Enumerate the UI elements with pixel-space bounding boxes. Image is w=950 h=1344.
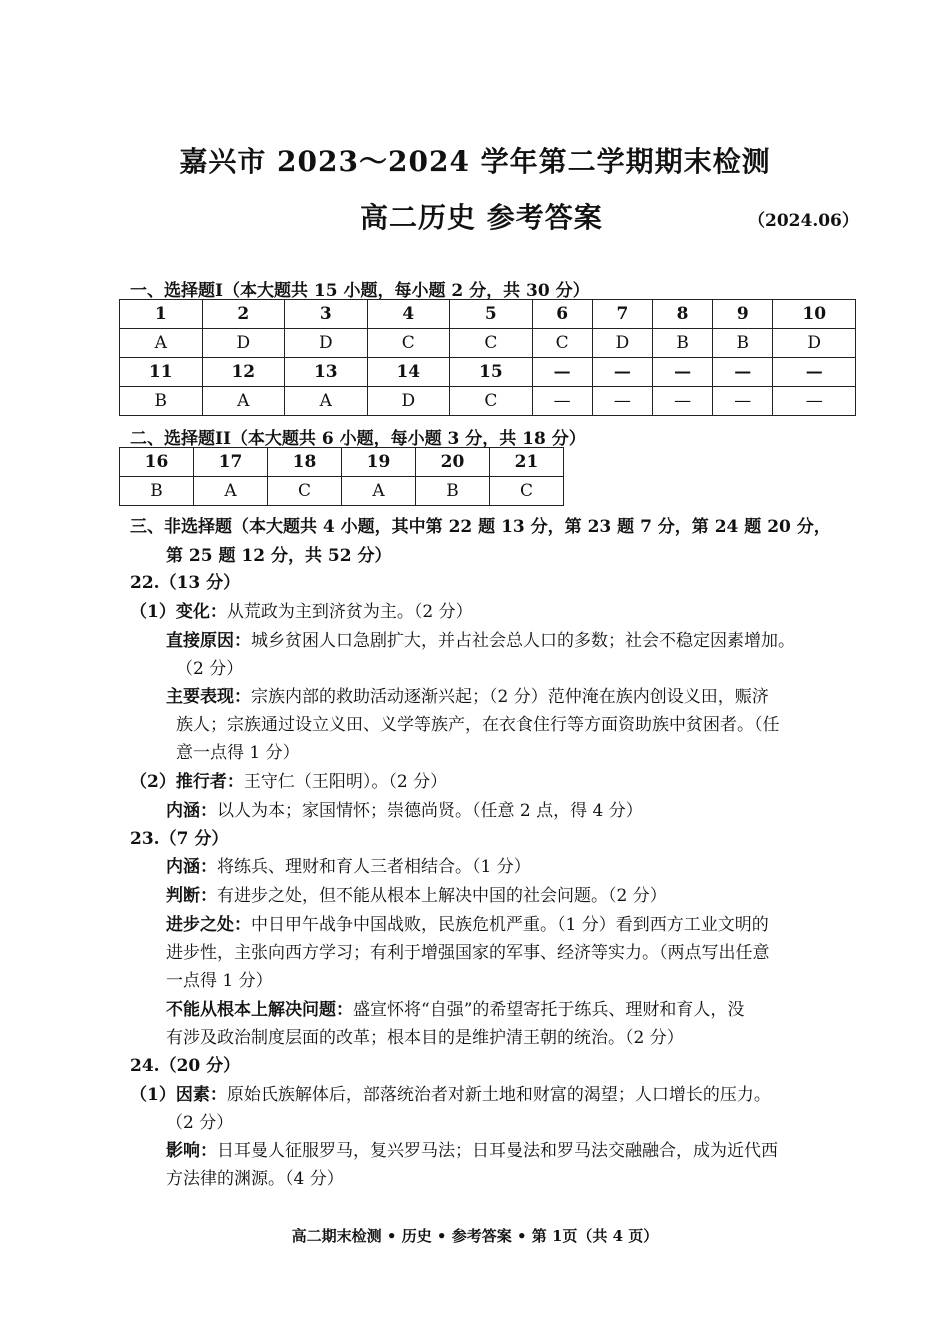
table1-answer-cell: — [652, 387, 712, 416]
q23-connotation [166, 852, 531, 877]
table1-question-number: — [713, 358, 773, 387]
section1-heading: 一、选择题I（本大题共 15 小题，每小题 2 分，共 30 分） [130, 281, 590, 301]
q24-title: 24.（20 分） [130, 1056, 241, 1076]
q22-cause-text: 城乡贫困人口急剧扩大，并占社会总人口的多数；社会不稳定因素增加。 [251, 631, 795, 651]
q22-conn-label: 内涵： [166, 801, 217, 821]
q22-main-line1 [166, 682, 769, 707]
q24-impact-label: 影响： [166, 1141, 217, 1161]
q22-main-label: 主要表现： [166, 687, 251, 707]
table1-row [120, 300, 856, 329]
table1-answer-cell: C [367, 329, 450, 358]
table1-answer-cell: D [202, 329, 285, 358]
q22-part1 [130, 597, 473, 622]
q22-conn-text: 以人为本；家国情怀；崇德尚贤。（任意 2 点，得 4 分） [217, 801, 643, 821]
table1-question-number: 11 [120, 358, 203, 387]
q24-impact-line1 [166, 1136, 778, 1161]
q22-p1-label: （1）变化： [130, 602, 227, 622]
q22-p2-label: （2）推行者： [130, 772, 244, 792]
page-footer: 高二期末检测 • 历史 • 参考答案 • 第 1页（共 4 页） [291, 1227, 659, 1245]
q23-judge-label: 判断： [166, 886, 217, 906]
q24-p1-score: （2 分） [166, 1113, 234, 1133]
table1-question-number: 1 [120, 300, 203, 329]
table1-answer-cell: D [773, 329, 856, 358]
table1-question-number: 2 [202, 300, 285, 329]
q23-progress-line1 [166, 910, 769, 935]
table2-row [120, 477, 564, 506]
q22-main-line2: 族人；宗族通过设立义田、义学等族产，在衣食住行等方面资助族中贫困者。（任 [176, 715, 780, 735]
table1-question-number: 10 [773, 300, 856, 329]
table1-answer-cell: C [450, 387, 533, 416]
q22-cause-label: 直接原因： [166, 631, 251, 651]
table1-question-number: 8 [652, 300, 712, 329]
table2-row [120, 448, 564, 477]
table1-answer-cell: — [592, 387, 652, 416]
table2-answer-cell: C [268, 477, 342, 506]
q23-prog-text1: 中日甲午战争中国战败，民族危机严重。（1 分）看到西方工业文明的 [251, 915, 769, 935]
q24-impact-line2: 方法律的渊源。（4 分） [166, 1169, 344, 1189]
table1-answer-cell: — [713, 387, 773, 416]
table1-answer-cell: C [532, 329, 592, 358]
q24-impact-text1: 日耳曼人征服罗马，复兴罗马法；日耳曼法和罗马法交融融合，成为近代西 [217, 1141, 778, 1161]
q22-p1-text: 从荒政为主到济贫为主。（2 分） [226, 602, 473, 622]
table1-question-number: 6 [532, 300, 592, 329]
table1-answer-cell: A [285, 387, 368, 416]
section3-heading-line1: 三、非选择题（本大题共 4 小题，其中第 22 题 13 分，第 23 题 7 分，第 24 题 20 分， [130, 517, 831, 537]
section2-heading: 二、选择题II（本大题共 6 小题，每小题 3 分，共 18 分） [130, 429, 586, 449]
q23-lim-text1: 盛宣怀将“自强”的希望寄托于练兵、理财和育人，没 [353, 1000, 745, 1020]
q23-judgement [166, 881, 667, 906]
table1-question-number: 4 [367, 300, 450, 329]
table1-answer-cell: C [450, 329, 533, 358]
table1-answer-cell: B [652, 329, 712, 358]
q23-judge-text: 有进步之处，但不能从根本上解决中国的社会问题。（2 分） [217, 886, 667, 906]
table1-question-number: — [773, 358, 856, 387]
page-subtitle: 高二历史 参考答案 [360, 201, 603, 234]
q22-connotation [166, 796, 643, 821]
table2-question-number: 19 [342, 448, 416, 477]
q22-cause-score: （2 分） [176, 659, 244, 679]
table1-question-number: 13 [285, 358, 368, 387]
table1-row [120, 387, 856, 416]
q22-main-line3: 意一点得 1 分） [176, 743, 300, 763]
table1-row [120, 358, 856, 387]
q23-limit-line2: 有涉及政治制度层面的改革；根本目的是维护清王朝的统治。（2 分） [166, 1028, 684, 1048]
table2-answer-cell: C [490, 477, 564, 506]
table2-answer-cell: A [342, 477, 416, 506]
table1-question-number: 7 [592, 300, 652, 329]
q23-progress-line3: 一点得 1 分） [166, 971, 273, 991]
table2-question-number: 21 [490, 448, 564, 477]
table1-question-number: — [592, 358, 652, 387]
table1-answer-cell: B [120, 387, 203, 416]
table1-answer-cell: D [592, 329, 652, 358]
exam-date: （2024.06） [748, 211, 859, 231]
page-title: 嘉兴市 2023～2024 学年第二学期期末检测 [179, 145, 771, 178]
table1-answer-cell: D [367, 387, 450, 416]
table1-answer-cell: — [773, 387, 856, 416]
table1-question-number: 9 [713, 300, 773, 329]
table1-answer-cell: A [120, 329, 203, 358]
q23-title: 23.（7 分） [130, 829, 229, 849]
table1-question-number: 12 [202, 358, 285, 387]
q22-cause [166, 626, 795, 651]
answer-table-2 [119, 447, 564, 506]
table2-question-number: 17 [194, 448, 268, 477]
q22-part2 [130, 767, 447, 792]
q23-prog-label: 进步之处： [166, 915, 251, 935]
q23-conn-text: 将练兵、理财和育人三者相结合。（1 分） [217, 857, 531, 877]
answer-table-1 [119, 299, 856, 416]
table1-question-number: — [532, 358, 592, 387]
table2-answer-cell: B [416, 477, 490, 506]
q23-lim-label: 不能从根本上解决问题： [166, 1000, 353, 1020]
table1-answer-cell: B [713, 329, 773, 358]
table2-question-number: 20 [416, 448, 490, 477]
q24-part1 [130, 1080, 771, 1105]
q24-p1-text: 原始氏族解体后，部落统治者对新土地和财富的渴望；人口增长的压力。 [226, 1085, 771, 1105]
q23-conn-label: 内涵： [166, 857, 217, 877]
q22-title: 22.（13 分） [130, 573, 241, 593]
table1-question-number: 14 [367, 358, 450, 387]
q23-progress-line2: 进步性，主张向西方学习；有利于增强国家的军事、经济等实力。（两点写出任意 [166, 943, 770, 963]
section3-heading-line2: 第 25 题 12 分，共 52 分） [166, 546, 392, 566]
q22-main-text1: 宗族内部的救助活动逐渐兴起；（2 分）范仲淹在族内创设义田，赈济 [251, 687, 769, 707]
table1-row [120, 329, 856, 358]
q24-p1-label: （1）因素： [130, 1085, 227, 1105]
table2-question-number: 18 [268, 448, 342, 477]
table1-answer-cell: — [532, 387, 592, 416]
table1-question-number: 3 [285, 300, 368, 329]
table2-answer-cell: B [120, 477, 194, 506]
table1-question-number: 15 [450, 358, 533, 387]
table1-answer-cell: A [202, 387, 285, 416]
table2-answer-cell: A [194, 477, 268, 506]
table1-answer-cell: D [285, 329, 368, 358]
table1-question-number: — [652, 358, 712, 387]
q23-limit-line1 [166, 995, 744, 1020]
table1-question-number: 5 [450, 300, 533, 329]
table2-question-number: 16 [120, 448, 194, 477]
q22-p2-text: 王守仁（王阳明）。（2 分） [243, 772, 448, 792]
